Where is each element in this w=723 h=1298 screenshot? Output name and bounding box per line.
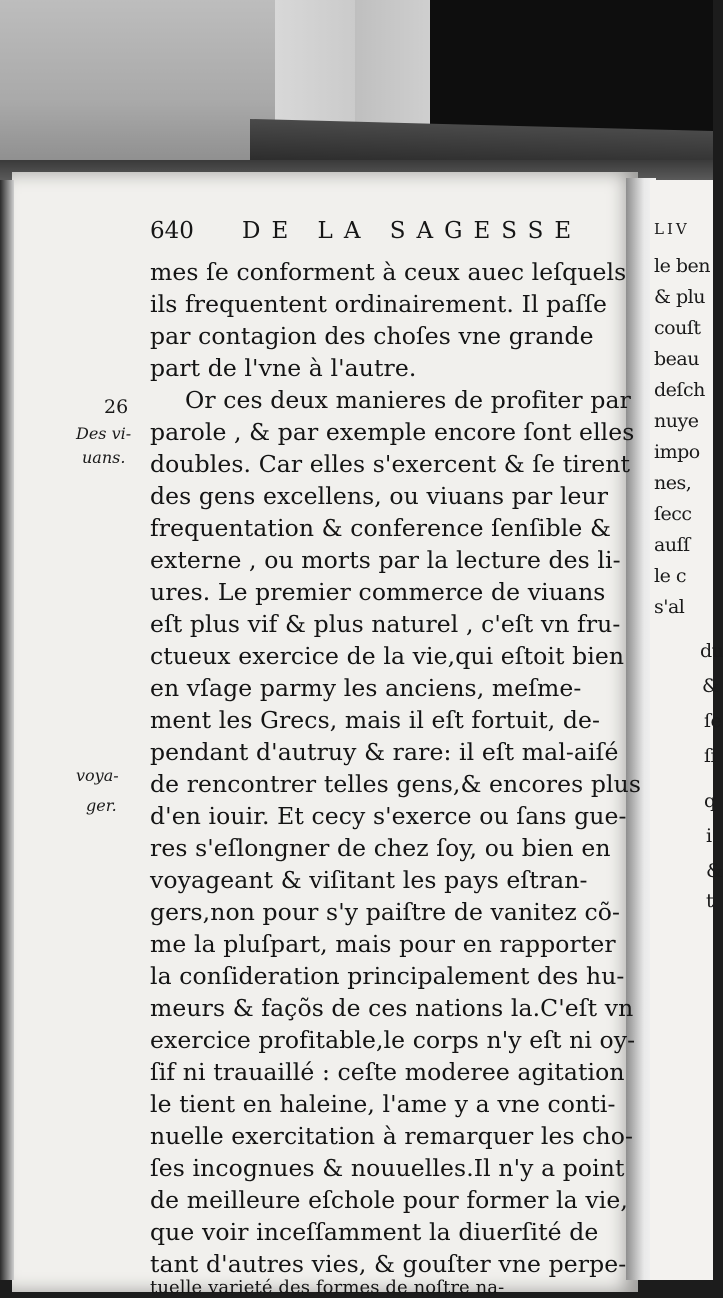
- facing-page-line: couſt: [654, 317, 701, 339]
- text-line: pendant d'autruy & rare: il eſt mal-aiſé: [150, 738, 619, 766]
- facing-page-line: i: [706, 825, 712, 847]
- facing-page-line: beau: [654, 348, 699, 370]
- text-line: la conſideration principalement des hu-: [150, 962, 625, 990]
- text-line: ctueux exercice de la vie,qui eſtoit bien: [150, 642, 625, 670]
- scanner-background: [355, 0, 435, 135]
- text-line: frequentation & conference ſenſible &: [150, 514, 611, 542]
- facing-page-line: deſch: [654, 379, 705, 401]
- facing-page-line: ſecc: [654, 503, 692, 525]
- text-line: ſif ni trauaillé : ceſte moderee agitation: [150, 1058, 625, 1086]
- text-line: de meilleure eſchole pour former la vie,: [150, 1186, 628, 1214]
- text-line: par contagion des choſes vne grande: [150, 322, 594, 350]
- text-line: gers,non pour s'y paiſtre de vanitez cõ-: [150, 898, 621, 926]
- text-line: ures. Le premier commerce de viuans: [150, 578, 606, 606]
- facing-page-line: nes,: [654, 472, 692, 494]
- facing-page-line: impo: [654, 441, 700, 463]
- margin-note: ger.: [86, 796, 117, 815]
- scanner-background: [0, 0, 290, 170]
- text-line: exercice profitable,le corps n'y eſt ni oy-: [150, 1026, 636, 1054]
- page-number: 640: [150, 218, 194, 244]
- text-line: eſt plus vif & plus naturel , c'eſt vn fru-: [150, 610, 621, 638]
- text-line: [150, 1277, 504, 1280]
- text-line: me la pluſpart, mais pour en rapporter: [150, 930, 616, 958]
- facing-page: [650, 180, 723, 1280]
- text-line: voyageant & viſitant les pays eſtran-: [150, 866, 588, 894]
- text-line: Or ces deux manieres de profiter par: [185, 386, 631, 414]
- margin-section-number: 26: [104, 396, 129, 418]
- text-line: part de l'vne à l'autre.: [150, 354, 417, 382]
- text-line: que voir inceſſamment la diuerſité de: [150, 1218, 599, 1246]
- scanner-background: [430, 0, 713, 140]
- text-line: des gens excellens, ou viuans par leur: [150, 482, 609, 510]
- facing-page-line: ſi: [704, 745, 717, 767]
- facing-page-line: le c: [654, 565, 687, 587]
- text-line: doubles. Car elles s'exercent & ſe tirent: [150, 450, 631, 478]
- text-line: externe , ou morts par la lecture des li-: [150, 546, 621, 574]
- facing-page-header: LIV: [654, 220, 690, 238]
- facing-page-line: & plu: [654, 286, 705, 308]
- text-line: ment les Grecs, mais il eſt fortuit, de-: [150, 706, 601, 734]
- margin-note: Des vi-: [76, 424, 132, 443]
- text-line: mes ſe conforment à ceux auec leſquels: [150, 258, 627, 286]
- facing-page-line: &: [706, 860, 723, 882]
- text-line: nuelle exercitation à remarquer les cho-: [150, 1122, 634, 1150]
- facing-page-line: du: [700, 640, 723, 662]
- text-line: meurs & façõs de ces nations la.C'eſt vn: [150, 994, 634, 1022]
- running-head: DE LA SAGESSE: [242, 218, 583, 244]
- margin-note: uans.: [82, 448, 126, 467]
- scanner-background: [275, 0, 365, 130]
- facing-page-line: auſſ: [654, 534, 690, 556]
- text-line: d'en iouir. Et cecy s'exerce ou ſans gue-: [150, 802, 627, 830]
- facing-page-line: t: [706, 890, 714, 912]
- facing-page-line: le ben: [654, 255, 711, 277]
- facing-page-line: &: [702, 675, 719, 697]
- text-line: tant d'autres vies, & gouſter vne perpe-: [150, 1250, 627, 1278]
- text-line: le tient en haleine, l'ame y a vne conti-: [150, 1090, 616, 1118]
- margin-note: voya-: [76, 766, 119, 785]
- text-line: ils frequentent ordinairement. Il paſſe: [150, 290, 607, 318]
- page-edge: [0, 180, 14, 1280]
- facing-page-line: s'al: [654, 596, 685, 618]
- text-line: de rencontrer telles gens,& encores plus: [150, 770, 642, 798]
- text-line: en vſage parmy les anciens, meſme-: [150, 674, 582, 702]
- text-line: ſes incognues & nouuelles.Il n'y a point: [150, 1154, 625, 1182]
- facing-page-line: nuye: [654, 410, 699, 432]
- text-line: parole , & par exemple encore ſont elles: [150, 418, 635, 446]
- facing-page-line: ſe: [704, 710, 722, 732]
- text-line: res s'eſlongner de chez ſoy, ou bien en: [150, 834, 611, 862]
- facing-page-line: q: [704, 790, 716, 812]
